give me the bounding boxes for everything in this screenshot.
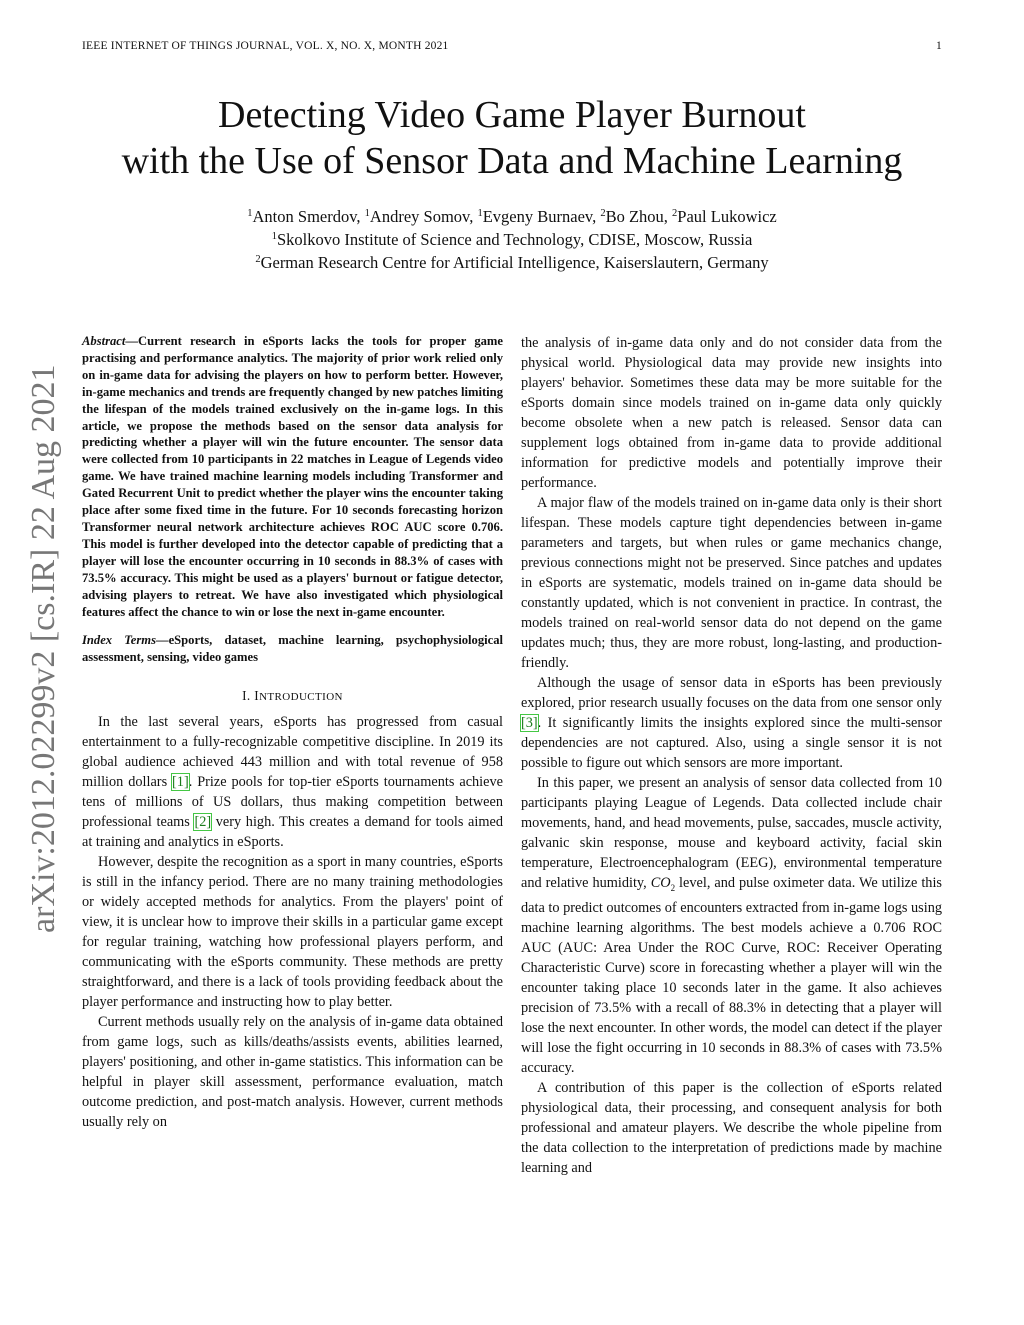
paragraph-text: . Prize pools for top-tier eSports tournaments achieve tens of millions of US dollars, thus making competition between professional teams [82,774,503,831]
citation-link[interactable]: [3] [521,715,538,731]
author-affil-mark: 1 [247,208,253,219]
right-column [521,333,942,1178]
left-column [82,333,503,1132]
paragraph-text: In the last several years, eSports has progressed from casual entertainment to a fully-recognizable competitive discipline. In 2019 its global audience achieved 443 million and with total revenue of 958 million dollars [82,714,503,791]
section-heading-introduction [82,688,503,704]
author-affil-mark: 2 [600,208,606,219]
paragraph: Current methods usually rely on the analysis of in-game data obtained from game logs, such as kills/deaths/assists events, abilities learned, players' positioning, and other in-game statistics. This information can be helpful in player skill assessment, performance evaluation, match outcome prediction, and post-match analysis. However, current methods usually rely on [82,1014,503,1131]
paragraph: the analysis of in-game data only and do not consider data from the physical world. Physiological data may provide new insights into players' behavior. Sometimes these data may be more suitable for the eSports domain since models trained on in-game data only quickly become obsolete when a new patch is released. Sensor data can supplement logs obtained from in-game data to provide additional information for predictive models and potentially improve their performance. [521,335,942,491]
index-terms [82,632,503,666]
abstract-label: Abstract [82,334,126,348]
abstract [82,333,503,620]
arxiv-stamp[interactable]: arXiv:2012.02299v2 [cs.IR] 22 Aug 2021 [25,364,62,933]
section-initial: I [254,688,260,704]
paragraph [521,673,942,773]
author-name: Bo Zhou, [605,207,673,226]
affiliation-text: German Research Centre for Artificial Intelligence, Kaiserslautern, Germany [260,253,769,272]
citation-link[interactable]: [2] [194,814,212,831]
affiliation-2 [80,251,944,274]
index-terms-label: Index Terms [82,633,156,648]
affiliation-1 [80,228,944,251]
section-numeral: I. [242,688,255,704]
running-header [82,40,942,56]
paragraph [82,712,503,852]
author-list [80,205,944,228]
author-name: Evgeny Burnaev, [482,207,601,226]
formula-subscript: 2 [670,882,676,893]
author-affil-mark: 2 [672,208,678,219]
co2-formula [651,875,675,891]
author-name: Paul Lukowicz [677,207,777,226]
paragraph: However, despite the recognition as a sport in many countries, eSports is still in the infancy period. There are no many training methodologies or widely accepted methods for analytics. From the players' point of view, it is unclear how to improve their skills in a particular game except for regular training, watching how professional players perform, and communicating with the eSports community. These methods are pretty straightforward, and there is a lack of tools providing feedback about the player performance and instructing how to play better. [82,854,503,1011]
paragraph-text: very high. This creates a demand for tools aimed at training and analytics in eSports. [82,814,503,851]
title-line-2: with the Use of Sensor Data and Machine Learning [121,140,903,182]
paragraph: A contribution of this paper is the collection of eSports related physiological data, their processing, and consequent analysis for both professional and amateur players. We describe the whole pipeline from the data collection to the interpretation of predictions made by machine learning and [521,1079,942,1176]
author-name: Andrey Somov, [369,207,478,226]
affiliation-mark: 1 [271,231,277,242]
journal-name: IEEE INTERNET OF THINGS JOURNAL, VOL. X, NO. X, MONTH 2021 [82,40,449,52]
abstract-text: —Current research in eSports lacks the tools for proper game practising and performance analytics. The majority of prior work relied only on in-game data for advising the players on how to perform better. However, in-game mechanics and trends are frequently changed by new patches limiting the lifespan of the models trained exclusively on the in-game logs. In this article, we propose the methods based on the sensor data analysis for predicting whether a player will win the future encounter. The sensor data were collected from 10 participants in 22 matches in League of Legends video game. We have trained machine learning models including Transformer and Gated Recurrent Unit to predict whether the player wins the encounter taking place after some fixed time in the future. For 10 seconds forecasting horizon Transformer neural network architecture achieves ROC AUC score 0.706. This model is further developed into the detector capable of predicting that a player will lose the encounter occurring in 10 seconds in 88.3% of cases with 73.5% accuracy. This might be used as a players' burnout or fatigue detector, advising players to retreat. We have also investigated which physiological features affect the chance to win or lose the next in-game encounter. [82,334,503,619]
citation-link[interactable]: [1] [172,774,189,791]
paragraph-text: Although the usage of sensor data in eSports has been previously explored, prior research usually focuses on the data from one sensor only [521,675,942,711]
paragraph-text: . It significantly limits the insights explored since the multi-sensor dependencies are not captured. Also, using a single sensor it is not possible to figure out which sensors are more important. [521,715,942,771]
author-affil-mark: 1 [364,208,370,219]
index-terms-text: —eSports, dataset, machine learning, psychophysiological assessment, sensing, video games [82,633,503,665]
page-number: 1 [936,40,942,52]
affiliation-text: Skolkovo Institute of Science and Technology, CDISE, Moscow, Russia [276,230,753,249]
author-block [80,205,944,274]
title-line-1: Detecting Video Game Player Burnout [218,94,806,136]
paragraph [521,773,942,1078]
paragraph-text: In this paper, we present an analysis of sensor data collected from 10 participants playing League of Legends. Data collected include chair movements, hand, and head movements, pulse, saccades, muscle activity, galvanic skin response, mouse and keyboard activity, facial skin temperature, Electroencephalogram (EEG), environmental temperature and relative humidity, [521,775,942,891]
author-affil-mark: 1 [477,208,483,219]
affiliation-mark: 2 [255,254,261,265]
paragraph-text: level, and pulse oximeter data. We utilize this data to predict outcomes of encounters extracted from in-game logs using machine learning algorithms. The best models achieve a 0.706 ROC AUC (AUC: Area Under the ROC Curve, ROC: Receiver Operating Characteristic Curve) score in forecasting whether a player will win the encounter taking place 10 seconds later in the game. It also achieves precision of 73.5% with a recall of 88.3% in detecting that a player will lose the next encounter. In other words, the model can detect if the player will lose the fight occurring in 10 seconds in 88.3% of cases with 73.5% accuracy. [521,875,942,1076]
formula-base: CO [650,875,671,891]
paper-title [40,92,984,184]
section-title-rest: NTRODUCTION [259,691,343,704]
author-name: Anton Smerdov, [252,207,365,226]
paragraph: A major flaw of the models trained on in-game data only is their short lifespan. These models capture tight dependencies between in-game parameters and targets, but when rules or game mechanics change, previous connections might not be preserved. Since patches and updates in eSports are systematic, models trained on in-game data should be constantly updated, which is not convenient in practice. In contrast, the models trained on real-world sensor data do not depend on the game updates much; thus, they are more robust, long-lasting, and production-friendly. [521,495,942,671]
